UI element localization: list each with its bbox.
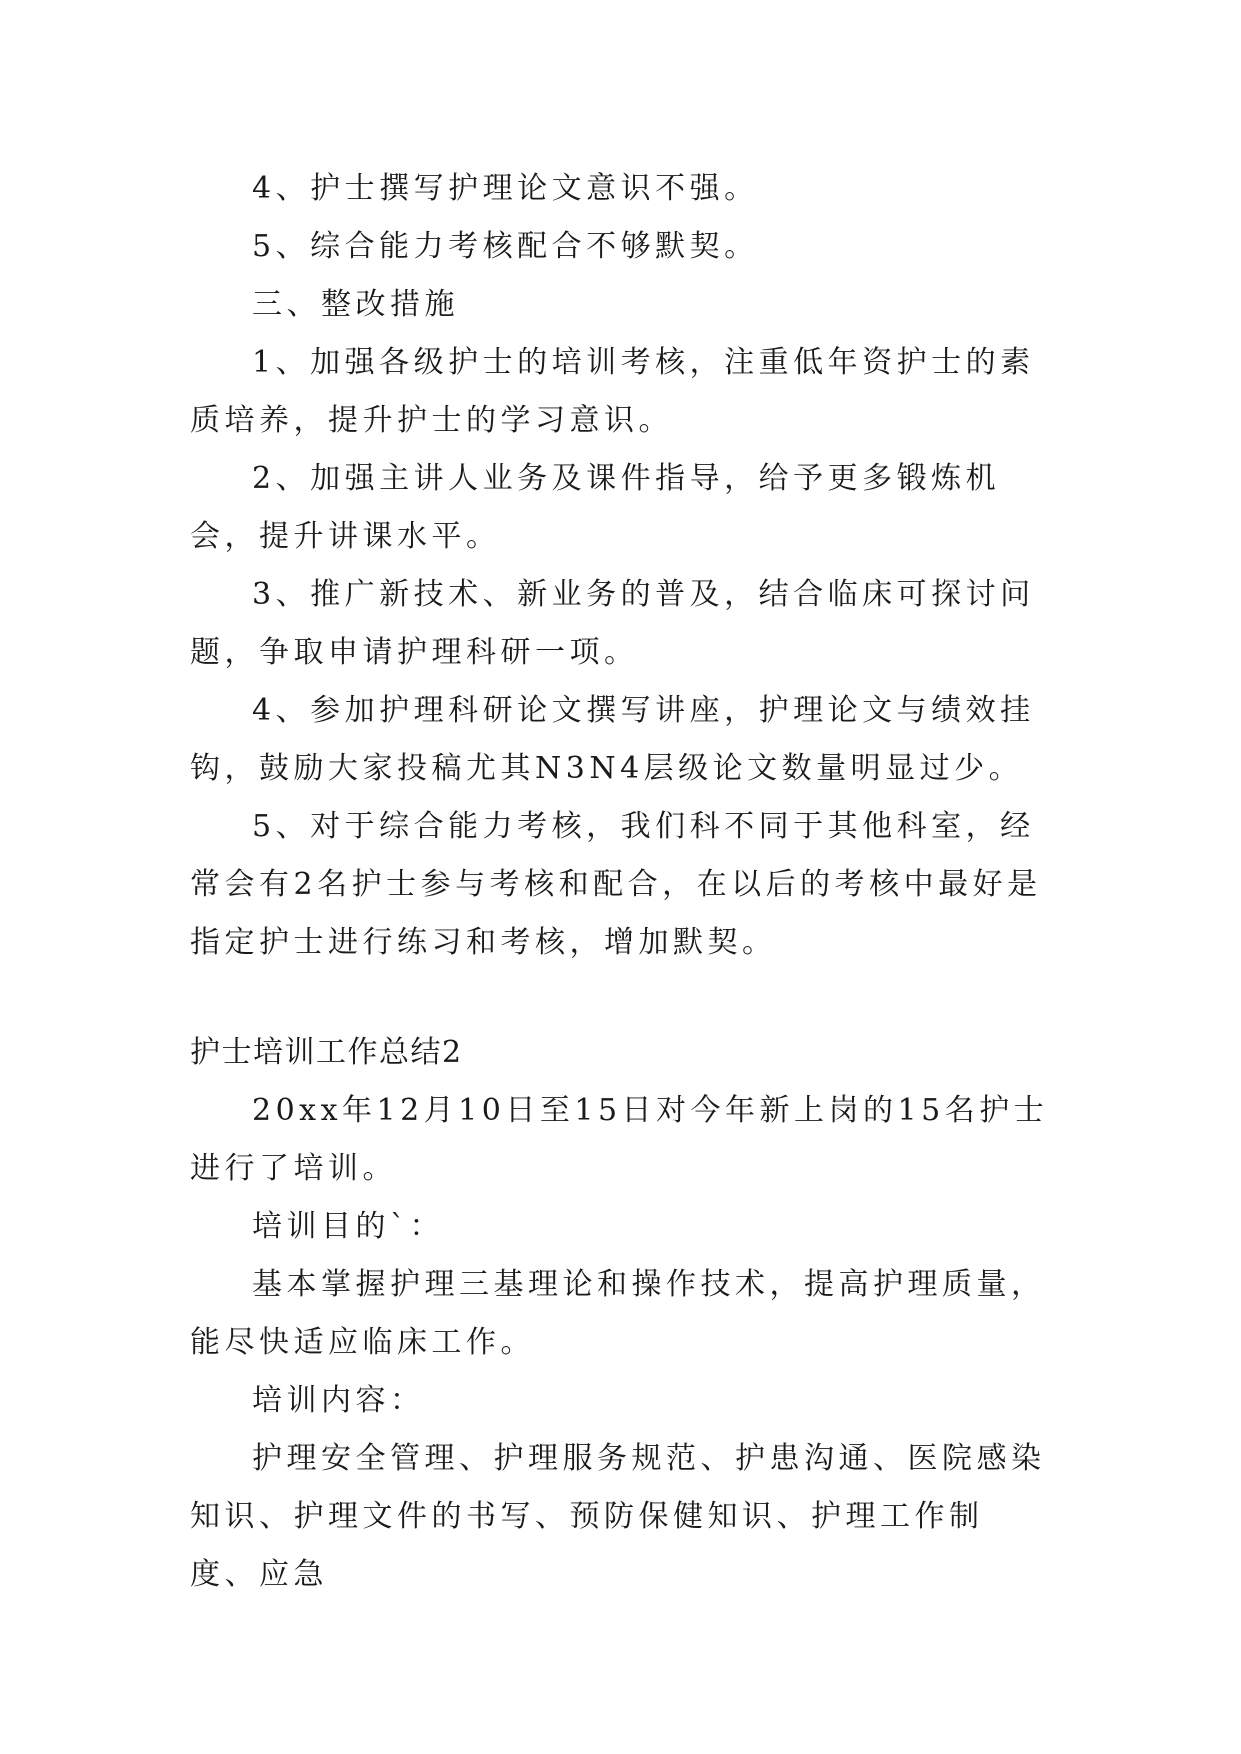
training-purpose-text: 基本掌握护理三基理论和操作技术，提高护理质量，能尽快适应临床工作。 (190, 1267, 1046, 1360)
measure-3: 3、推广新技术、新业务的普及，结合临床可探讨问题，争取申请护理科研一项。 (190, 577, 1035, 670)
section-spacer (190, 972, 1052, 1024)
measure-2: 2、加强主讲人业务及课件指导，给予更多锻炼机会，提升讲课水平。 (190, 461, 1001, 554)
measure-5: 5、对于综合能力考核，我们科不同于其他科室，经常会有2名护士参与考核和配合，在以后的考核中最好是指定护士进行练习和考核，增加默契。 (190, 809, 1042, 960)
paragraph-item-4: 4、护士撰写护理论文意识不强。 (252, 171, 759, 206)
measure-1: 1、加强各级护士的培训考核，注重低年资护士的素质培养，提升护士的学习意识。 (190, 345, 1035, 438)
training-date-paragraph: 20xx年12月10日至15日对今年新上岗的15名护士进行了培训。 (190, 1093, 1049, 1186)
training-purpose-label: 培训目的`： (252, 1209, 444, 1244)
training-content-text: 护理安全管理、护理服务规范、护患沟通、医院感染知识、护理文件的书写、预防保健知识、护理工作制度、应急 (190, 1441, 1046, 1592)
measure-4: 4、参加护理科研论文撰写讲座，护理论文与绩效挂钩，鼓励大家投稿尤其N3N4层级论文数量明显过少。 (190, 693, 1035, 786)
training-content-label: 培训内容： (252, 1383, 425, 1418)
document-title-2: 护士培训工作总结2 (190, 1035, 463, 1070)
document-page (190, 160, 1052, 1604)
section-heading-rectification: 三、整改措施 (252, 287, 459, 322)
paragraph-item-5: 5、综合能力考核配合不够默契。 (252, 229, 759, 264)
